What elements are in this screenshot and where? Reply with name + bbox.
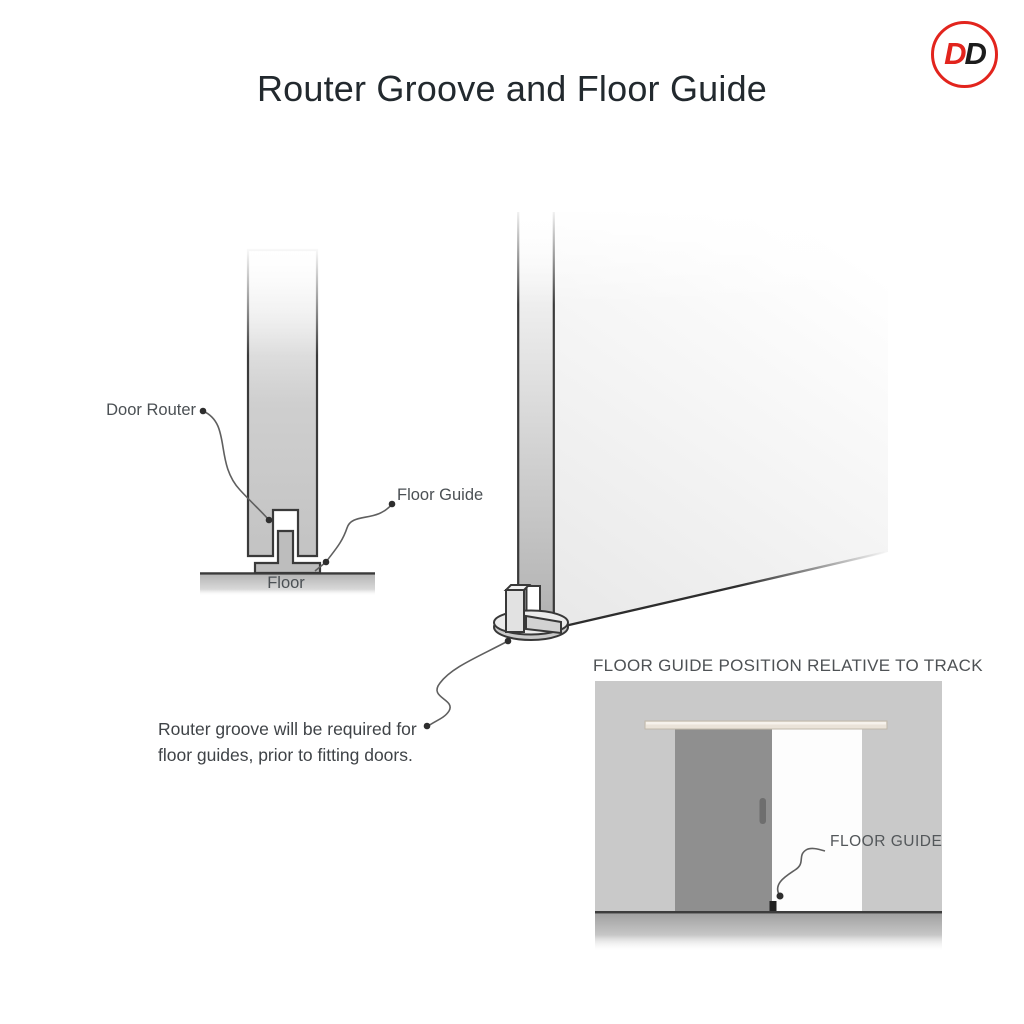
note-line-2: floor guides, prior to fitting doors. [158,744,413,765]
inset-floor-line [595,911,942,914]
door-router-target-dot [266,517,273,524]
inset-heading: FLOOR GUIDE POSITION RELATIVE TO TRACK [593,656,983,675]
note-leader-dot-top [505,638,512,645]
page-title: Router Groove and Floor Guide [256,68,768,109]
note-leader-line [427,641,508,727]
floor-guide-target-dot [323,559,330,566]
inset-floor-guide-label: FLOOR GUIDE [830,833,943,850]
cross-section-diagram [200,246,396,596]
note-text [158,717,417,768]
inset-scene [595,681,942,952]
inset-leader-dot [777,893,784,900]
inset-sliding-door [675,729,772,912]
door-router-label: Door Router [106,401,196,419]
inset-door-handle [760,798,767,824]
note-line-1: Router groove will be required for [158,719,417,739]
floor-guide-label: Floor Guide [397,486,484,504]
perspective-top-fade [510,205,905,305]
floor-guide-leader-dot [389,501,396,508]
door-top-fade [240,246,324,356]
inset-floor-guide-mark [770,901,777,912]
logo-letter-dark: D [964,35,985,71]
guide-bracket-front [506,590,524,632]
brand-logo [931,21,998,88]
inset-floor-shadow [595,914,942,952]
note-leader-dot-bottom [424,723,431,730]
inset-track-highlight [646,722,886,725]
door-router-leader-dot [200,408,207,415]
logo-letter-red: D [944,35,965,71]
perspective-door-diagram [424,205,905,729]
floor-guide-leader-line [326,504,392,562]
floor-label: Floor [267,574,305,592]
inset-doorway-opening [772,729,862,912]
